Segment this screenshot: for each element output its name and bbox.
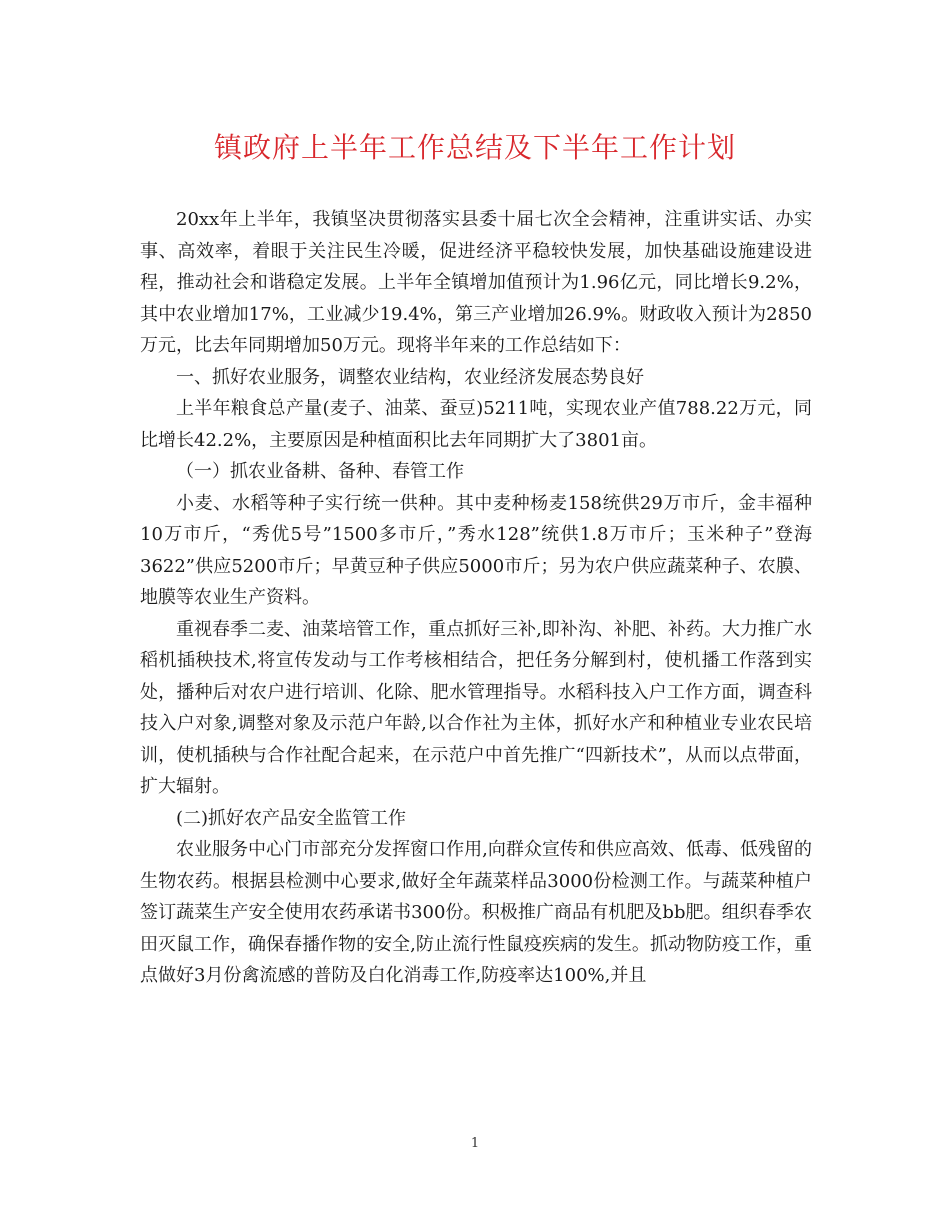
subsection-heading-2: (二)抓好农产品安全监管工作: [176, 807, 407, 829]
paragraph-seed-supply: 小麦、水稻等种子实行统一供种。其中麦种杨麦158统供29万市斤，金丰福种10万市斤，“秀优5号”1500多市斤，”秀水128”统供1.8万市斤；玉米种子”登海3622”供应5200市斤；早黄豆种子供应5000市斤；另为农户供应蔬菜种子、农膜、地膜等农业生产资料。: [140, 492, 812, 608]
paragraph-intro: 20xx年上半年，我镇坚决贯彻落实县委十届七次全会精神，注重讲实话、办实事、高效率，着眼于关注民生冷暖，促进经济平稳较快发展，加快基础设施建设进程，推动社会和谐稳定发展。上半年全镇增加值预计为1.96亿元，同比增长9.2%，其中农业增加17%，工业减少19.4%，第三产业增加26.9%。财政收入预计为2850万元，比去年同期增加50万元。现将半年来的工作总结如下：: [140, 209, 812, 356]
subsection-heading-1: （一）抓农业备耕、备种、春管工作: [176, 461, 464, 482]
paragraph-safety-supervision: 农业服务中心门市部充分发挥窗口作用,向群众宣传和供应高效、低毒、低残留的生物农药。根据县检测中心要求,做好全年蔬菜样品3000份检测工作。与蔬菜种植户签订蔬菜生产安全使用农药承诺书300份。积极推广商品有机肥及bb肥。组织春季农田灭鼠工作，确保春播作物的安全,防止流行性鼠疫疾病的发生。抓动物防疫工作，重点做好3月份禽流感的普防及白化消毒工作,防疫率达100%,并且: [140, 839, 812, 986]
paragraph-spring-management: 重视春季二麦、油菜培管工作，重点抓好三补,即补沟、补肥、补药。大力推广水稻机插秧技术,将宣传发动与工作考核相结合，把任务分解到村，使机播工作落到实处，播种后对农户进行培训、化除、肥水管理指导。水稻科技入户工作方面，调查科技入户对象,调整对象及示范户年龄,以合作社为主体，抓好水产和种植业专业农民培训，使机插秧与合作社配合起来，在示范户中首先推广“四新技术”，从而以点带面，扩大辐射。: [140, 618, 812, 797]
section-heading-1: 一、抓好农业服务，调整农业结构，农业经济发展态势良好: [176, 366, 644, 388]
document-body: [140, 204, 812, 992]
document-title: 镇政府上半年工作总结及下半年工作计划: [213, 131, 736, 164]
paragraph-grain-output: 上半年粮食总产量(麦子、油菜、蚕豆)5211吨，实现农业产值788.22万元，同比增长42.2%，主要原因是种植面积比去年同期扩大了3801亩。: [140, 398, 812, 451]
page-number: 1: [470, 1136, 480, 1151]
